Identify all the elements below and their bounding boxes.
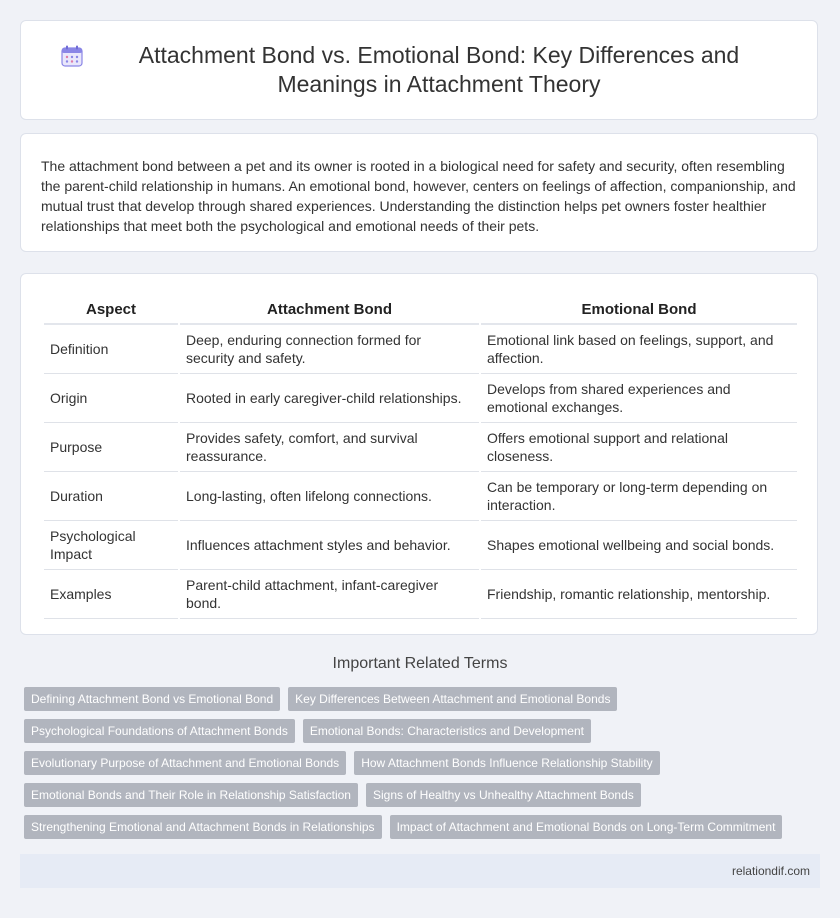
site-name[interactable]: relationdif.com: [731, 864, 810, 878]
table-cell: Psychological Impact: [44, 521, 178, 570]
related-term-link[interactable]: Evolutionary Purpose of Attachment and Emotional Bonds: [24, 751, 346, 775]
table-cell: Friendship, romantic relationship, mentorship.: [481, 570, 797, 619]
related-term-link[interactable]: Emotional Bonds and Their Role in Relationship Satisfaction: [24, 783, 358, 807]
table-cell: Emotional link based on feelings, support, and affection.: [481, 325, 797, 374]
table-cell: Rooted in early caregiver-child relationships.: [180, 374, 479, 423]
related-terms-heading: Important Related Terms: [332, 655, 508, 672]
related-term-link[interactable]: How Attachment Bonds Influence Relationship Stability: [354, 751, 660, 775]
table-cell: Duration: [44, 472, 178, 521]
table-cell: Can be temporary or long-term depending on interaction.: [481, 472, 797, 521]
table-row: [44, 472, 797, 521]
table-header-row: [44, 295, 797, 325]
table-cell: Purpose: [44, 423, 178, 472]
title-card: [20, 20, 818, 120]
header-attachment-bond: Attachment Bond: [180, 295, 479, 325]
related-term-link[interactable]: Psychological Foundations of Attachment Bonds: [24, 719, 295, 743]
table-cell: Parent-child attachment, infant-caregiver bond.: [180, 570, 479, 619]
table-cell: Offers emotional support and relational closeness.: [481, 423, 797, 472]
table-cell: Provides safety, comfort, and survival reassurance.: [180, 423, 479, 472]
table-cell: Long-lasting, often lifelong connections.: [180, 472, 479, 521]
comparison-table-card: [20, 273, 818, 635]
table-row: [44, 325, 797, 374]
related-terms-list: [24, 687, 824, 839]
intro-paragraph: The attachment bond between a pet and its owner is rooted in a biological need for safety and security, often resembling the parent-child relationship in humans. An emotional bond, however, centers on feelings of affection, companionship, and mutual trust that develop through shared experiences. Understanding the distinction helps pet owners foster healthier relationships that meet both the psychological and emotional needs of their pets.: [41, 158, 796, 234]
table-cell: Examples: [44, 570, 178, 619]
table-row: [44, 374, 797, 423]
table-cell: Influences attachment styles and behavior.: [180, 521, 479, 570]
header-aspect: Aspect: [44, 295, 178, 325]
related-term-link[interactable]: Emotional Bonds: Characteristics and Development: [303, 719, 591, 743]
footer: [20, 854, 820, 888]
table-row: [44, 423, 797, 472]
intro-card: [20, 133, 818, 252]
header-emotional-bond: Emotional Bond: [481, 295, 797, 325]
table-cell: Origin: [44, 374, 178, 423]
table-cell: Develops from shared experiences and emotional exchanges.: [481, 374, 797, 423]
table-row: [44, 570, 797, 619]
related-term-link[interactable]: Key Differences Between Attachment and Emotional Bonds: [288, 687, 617, 711]
related-term-link[interactable]: Impact of Attachment and Emotional Bonds on Long-Term Commitment: [390, 815, 783, 839]
related-term-link[interactable]: Defining Attachment Bond vs Emotional Bond: [24, 687, 280, 711]
related-term-link[interactable]: Strengthening Emotional and Attachment Bonds in Relationships: [24, 815, 382, 839]
table-row: [44, 521, 797, 570]
table-cell: Definition: [44, 325, 178, 374]
comparison-table: [42, 295, 799, 619]
page-title: Attachment Bond vs. Emotional Bond: Key Differences and Meanings in Attachment Theory: [138, 42, 740, 97]
table-cell: Shapes emotional wellbeing and social bonds.: [481, 521, 797, 570]
table-cell: Deep, enduring connection formed for security and safety.: [180, 325, 479, 374]
related-term-link[interactable]: Signs of Healthy vs Unhealthy Attachment Bonds: [366, 783, 641, 807]
calendar-icon: [61, 45, 83, 67]
